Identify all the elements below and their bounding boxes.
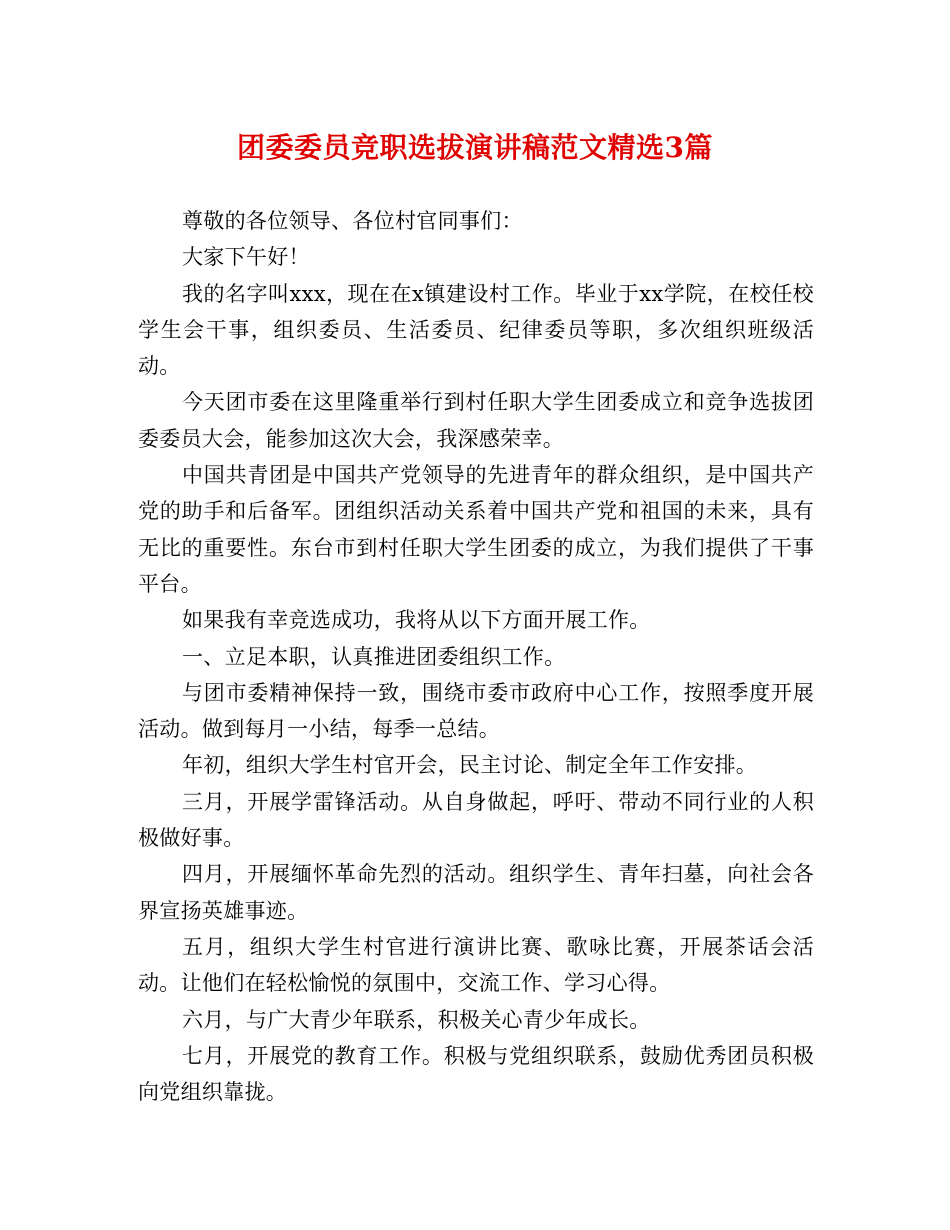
paragraph-introduction: 我的名字叫xxx，现在在x镇建设村工作。毕业于xx学院，在校任校学生会干事，组织委员、生活委员、纪律委员等职，多次组织班级活动。 (138, 281, 814, 379)
paragraph-may: 五月，组织大学生村官进行演讲比赛、歌咏比赛，开展茶话会活动。让他们在轻松愉悦的氛围中，交流工作、学习心得。 (138, 934, 814, 996)
paragraph-march: 三月，开展学雷锋活动。从自身做起，呼吁、带动不同行业的人积极做好事。 (138, 789, 814, 851)
document-title: 团委委员竞职选拔演讲稿范文精选3篇 (237, 131, 713, 164)
paragraph-occasion: 今天团市委在这里隆重举行到村任职大学生团委成立和竞争选拔团委委员大会，能参加这次大会，我深感荣幸。 (138, 390, 814, 451)
paragraph-salutation: 大家下午好！ (182, 245, 310, 270)
paragraph-league-role: 中国共青团是中国共产党领导的先进青年的群众组织，是中国共产党的助手和后备军。团组织活动关系着中国共产党和祖国的未来，具有无比的重要性。东台市到村任职大学生团委的成立，为我们提供了干事平台。 (138, 463, 814, 596)
paragraph-early-year: 年初，组织大学生村官开会，民主讨论、制定全年工作安排。 (182, 753, 758, 778)
paragraph-greeting: 尊敬的各位领导、各位村官同事们： (182, 209, 523, 233)
paragraph-quarterly: 与团市委精神保持一致，围绕市委市政府中心工作，按照季度开展活动。做到每月一小结，每季一总结。 (138, 680, 814, 742)
paragraph-june: 六月，与广大青少年联系，积极关心青少年成长。 (182, 1007, 651, 1032)
paragraph-section-heading: 一、立足本职，认真推进团委组织工作。 (182, 644, 566, 669)
paragraph-july: 七月，开展党的教育工作。积极与党组织联系，鼓励优秀团员积极向党组织靠拢。 (138, 1043, 814, 1105)
paragraph-plan-intro: 如果我有幸竞选成功，我将从以下方面开展工作。 (182, 608, 651, 633)
document-body (138, 203, 814, 1110)
paragraph-april: 四月，开展缅怀革命先烈的活动。组织学生、青年扫墓，向社会各界宣扬英雄事迹。 (138, 862, 814, 923)
